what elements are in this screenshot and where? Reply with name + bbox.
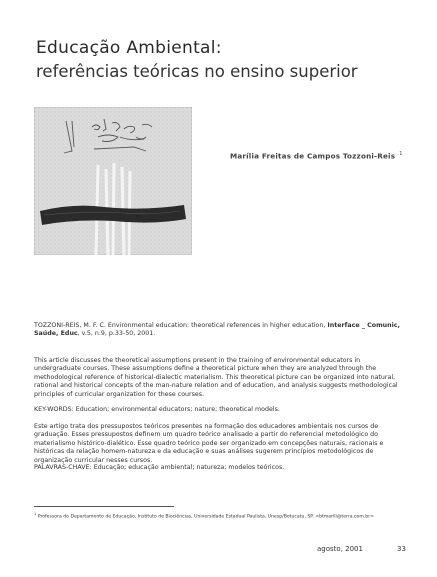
author-name — [230, 151, 403, 160]
footnote-mark: 1 — [34, 512, 37, 516]
article-title: Educação Ambiental: — [36, 38, 222, 58]
citation-text: TOZZONI-REIS, M. F. C. Environmental education: theoretical references in higher education, — [34, 322, 326, 329]
citation-details: , v.5, n.9, p.33-50, 2001. — [77, 330, 156, 338]
citation-journal: Interface _ Comunic, Saúde, Educ — [34, 322, 400, 338]
footnote — [34, 511, 374, 521]
cover-artwork — [34, 107, 192, 255]
abstract-portuguese: Este artigo trata dos pressupostos teóricos presentes na formação dos educadores ambientais nos cursos de graduação. Esses pressupostos definem um quadro teórico analisado a partir do referencial metodológico do materialismo histórico-dialético. Esse quadro teórico pode ser organizado em concepções naturais, racionais e históricas da relação homem-natureza e da educação e suas análises sugerem princípios metodológicos de organização curricular nesses cursos. — [34, 423, 384, 464]
author-footnote-mark: 1 — [399, 151, 403, 157]
author-name-text: Marília Freitas de Campos Tozzoni-Reis — [230, 151, 396, 161]
article-subtitle: referências teóricas no ensino superior — [36, 62, 358, 81]
footnote-divider — [34, 506, 174, 507]
abstract-english: This article discusses the theoretical assumptions present in the training of environmental educators in undergraduate courses. These assumptions define a theoretical picture when they are analyzed through the methodological reference of historical-dialectic materialism. This theoretical picture can be organized into natural, rational and historical concepts of the man-nature relation and of education, and analysis suggests methodological principles of curricular organization for these courses. — [34, 357, 398, 398]
footnote-text: Professora do Departamento de Educação, Instituto de Biociências, Universidade Estadual Paulista, Unesp/Botucatu, SP. <btmarili@terra.com.br> — [37, 514, 374, 520]
keywords-english: KEY-WORDS: Education; environmental educators; nature; theoretical models. — [34, 406, 280, 413]
footer-date: agosto, 2001 — [317, 545, 363, 553]
page-number: 33 — [397, 545, 406, 553]
keywords-portuguese: PALAVRAS-CHAVE: Educação; educação ambiental; natureza; modelos teóricos. — [34, 464, 285, 471]
citation — [34, 322, 406, 339]
